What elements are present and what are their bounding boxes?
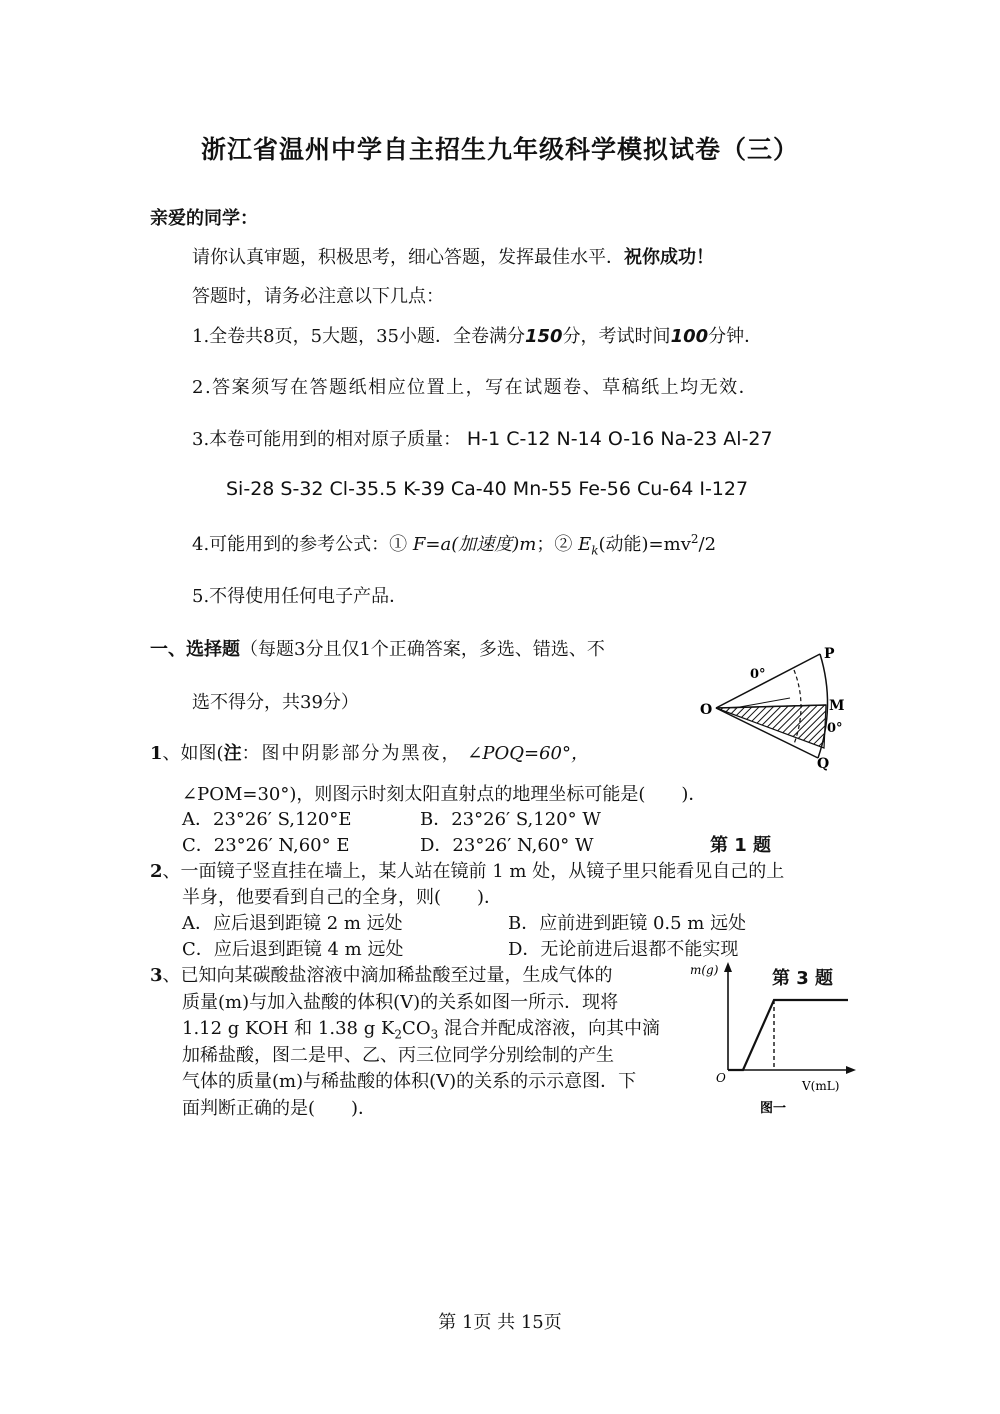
figure-sub-caption: 图一 — [760, 1101, 787, 1116]
note-3-list: Si-28 S-32 Cl-35.5 K-39 Ca-40 Mn-55 Fe-56 Cu-64 I-127 — [226, 478, 749, 500]
note-2: 2.答案须写在答题纸相应位置上，写在试题卷、草稿纸上均无效． — [192, 377, 759, 398]
label-deg-top: 0° — [750, 667, 766, 682]
q2-option-a: A．应后退到距镜 2 m 远处 — [182, 913, 403, 934]
q3-line-5: 气体的质量(m)与稀盐酸的体积(V)的关系的示示意图．下 — [182, 1071, 637, 1092]
q1-line-1: 1、如图(注：图中阴影部分为黑夜， ∠POQ=60°， — [150, 743, 589, 764]
note-5: 5.不得使用任何电子产品． — [192, 586, 408, 607]
y-axis-arrow — [724, 962, 732, 972]
page-title: 浙江省温州中学自主招生九年级科学模拟试卷（三） — [200, 135, 799, 164]
q1-option-c: C．23°26′ N,60° E — [182, 835, 350, 856]
q3-line-4: 加稀盐酸，图二是甲、乙、丙三位同学分别绘制的产生 — [182, 1045, 614, 1066]
q2-option-d: D．无论前进后退都不能实现 — [508, 939, 739, 960]
label-m: M — [829, 698, 845, 714]
q3-figure-caption: 第 3 题 — [772, 968, 834, 989]
q3-line-2: 质量(m)与加入盐酸的体积(V)的关系如图一所示．现将 — [182, 992, 619, 1013]
q2-line-2: 半身，他要看到自己的全身，则( )． — [182, 887, 503, 908]
q1-figure — [698, 640, 858, 775]
q2-option-b: B．应前进到距镜 0.5 m 远处 — [508, 913, 747, 934]
q1-line-2: ∠POM=30°)，则图示时刻太阳直射点的地理坐标可能是( )． — [182, 784, 707, 805]
note-1: 1.全卷共8页，5大题，35小题．全卷满分150分，考试时间100分钟． — [192, 326, 763, 347]
page-footer: 第 1页 共 15页 — [438, 1312, 562, 1333]
q3-line-6: 面判断正确的是( )． — [182, 1098, 377, 1119]
q1-option-b: B．23°26′ S,120° W — [420, 809, 601, 830]
note-4: 4.可能用到的参考公式：① F=a(加速度)m；② $E_k$(动能)$=mv^2/2$ — [192, 532, 717, 558]
q2-option-c: C．应后退到距镜 4 m 远处 — [182, 939, 404, 960]
q2-line-1: 2、一面镜子竖直挂在墙上，某人站在镜前 1 m 处，从镜子里只能看见自己的上 — [150, 861, 785, 882]
night-shading — [716, 705, 826, 748]
section-1-heading: 一、选择题（每题3分且仅1个正确答案，多选、错选、不 — [150, 639, 605, 660]
q1-figure-caption: 第 1 题 — [710, 835, 772, 856]
label-o: O — [700, 702, 713, 718]
x-label: V(mL) — [802, 1079, 840, 1093]
intro-line-1: 请你认真审题，积极思考，细心答题，发挥最佳水平．祝你成功！ — [192, 247, 714, 268]
q1-option-d: D．23°26′ N,60° W — [420, 835, 594, 856]
label-deg-right: 0° — [827, 721, 843, 736]
section-1-desc: 选不得分，共39分） — [192, 692, 359, 713]
y-label: m(g) — [690, 963, 719, 977]
curve — [728, 1000, 848, 1070]
q3-line-1: 3、已知向某碳酸盐溶液中滴加稀盐酸至过量，生成气体的 — [150, 965, 613, 986]
origin-label: O — [716, 1071, 726, 1085]
q3-figure — [688, 958, 858, 1118]
q1-option-a: A．23°26′ S,120°E — [182, 809, 352, 830]
label-q: Q — [817, 756, 830, 772]
ray-op — [716, 654, 820, 708]
label-p: P — [824, 646, 835, 662]
q3-line-3: 1.12 g KOH 和 1.38 g $K_2CO_3$ 混合并配成溶液，向其中滴 — [182, 1018, 660, 1042]
intro-line-2: 答题时，请务必注意以下几点： — [192, 286, 444, 307]
greeting: 亲爱的同学： — [150, 208, 258, 229]
note-3: 3.本卷可能用到的相对原子质量： H-1 C-12 N-14 O-16 Na-23 Al-27 — [192, 428, 773, 450]
x-axis-arrow — [846, 1066, 856, 1074]
